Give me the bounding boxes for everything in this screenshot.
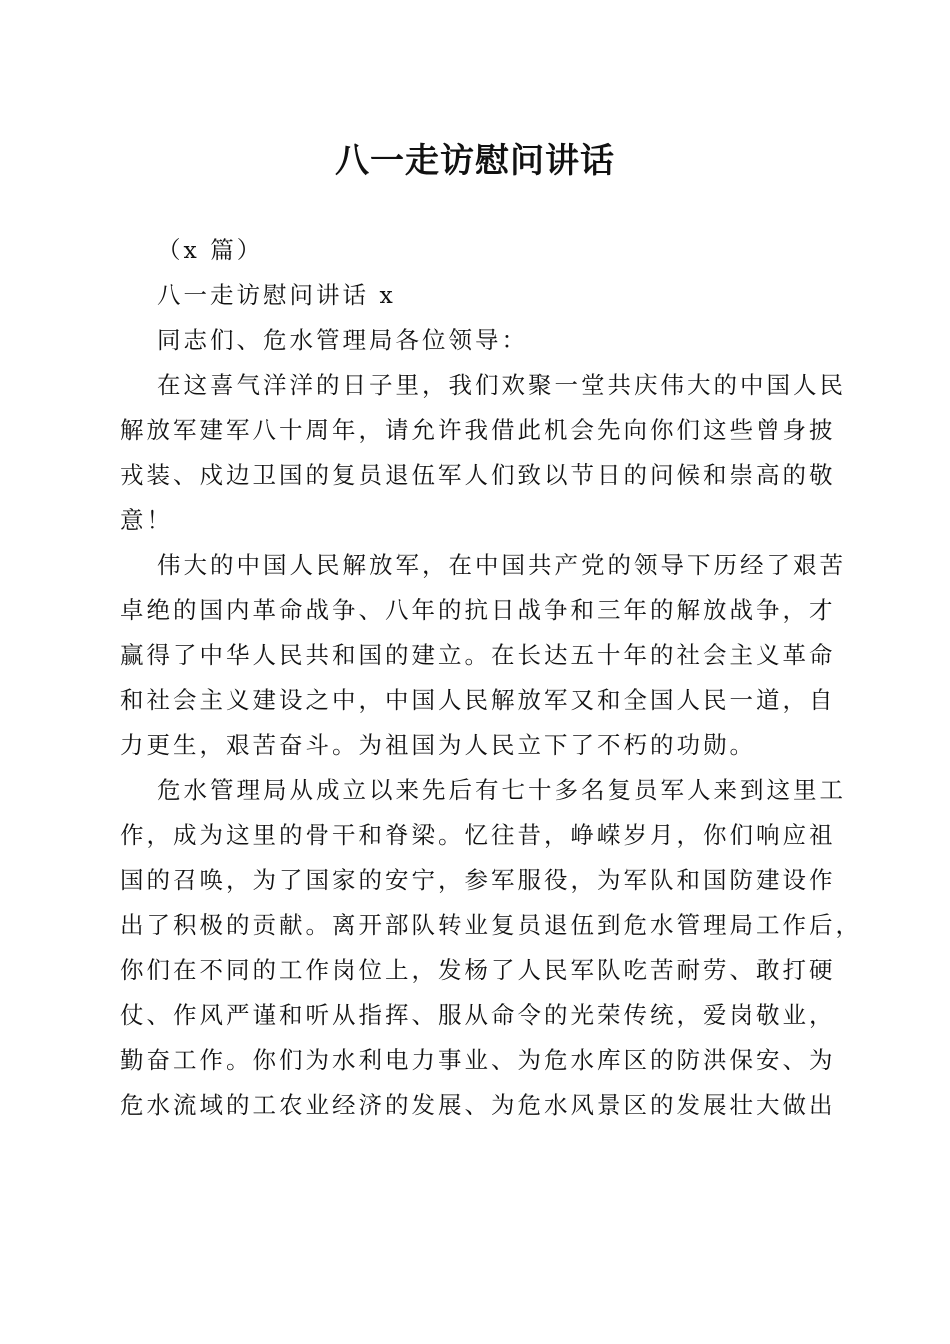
paragraph-subtitle bbox=[120, 273, 832, 318]
text-line: 戎装、戍边卫国的复员退伍军人们致以节日的问候和崇高的敬 bbox=[120, 461, 836, 489]
text-line: 勤奋工作。你们为水利电力事业、为危水库区的防洪保安、为 bbox=[120, 1046, 836, 1074]
text-line: 国的召唤，为了国家的安宁，参军服役，为军队和国防建设作 bbox=[120, 866, 836, 894]
text-line: 伟大的中国人民解放军，在中国共产党的领导下历经了艰苦 bbox=[157, 551, 846, 579]
text-line: 卓绝的国内革命战争、八年的抗日战争和三年的解放战争，才 bbox=[120, 596, 836, 624]
text-line: 作，成为这里的骨干和脊梁。忆往昔，峥嵘岁月，你们响应祖 bbox=[120, 821, 836, 849]
text-line: 和社会主义建设之中，中国人民解放军又和全国人民一道，自 bbox=[120, 686, 836, 714]
text-line: 危水管理局从成立以来先后有七十多名复员军人来到这里工 bbox=[157, 776, 846, 804]
text-line: 解放军建军八十周年，请允许我借此机会先向你们这些曾身披 bbox=[120, 416, 836, 444]
text-line: 力更生，艰苦奋斗。为祖国为人民立下了不朽的功勋。 bbox=[120, 731, 756, 759]
paragraph-salutation bbox=[120, 318, 832, 363]
document-body bbox=[120, 228, 862, 1128]
text-line: 赢得了中华人民共和国的建立。在长达五十年的社会主义革命 bbox=[120, 641, 836, 669]
text-line: 你们在不同的工作岗位上，发杨了人民军队吃苦耐劳、敢打硬 bbox=[120, 956, 836, 984]
text-line: 意！ bbox=[120, 506, 173, 534]
text-line: 出了积极的贡献。离开部队转业复员退伍到危水管理局工作后， bbox=[120, 911, 862, 939]
text-line: 在这喜气洋洋的日子里，我们欢聚一堂共庆伟大的中国人民 bbox=[157, 371, 846, 399]
paragraph-greeting bbox=[120, 363, 846, 543]
text-line: 同志们、危水管理局各位领导： bbox=[157, 326, 528, 354]
document-title: 八一走访慰问讲话 bbox=[335, 141, 615, 181]
paragraph-veterans bbox=[120, 768, 862, 1128]
paragraph-count-note bbox=[120, 228, 832, 273]
text-line: 仗、作风严谨和听从指挥、服从命令的光荣传统，爱岗敬业， bbox=[120, 1001, 836, 1029]
text-line: 危水流域的工农业经济的发展、为危水风景区的发展壮大做出 bbox=[120, 1091, 836, 1119]
paragraph-history bbox=[120, 543, 846, 768]
text-line: 八一走访慰问讲话 x bbox=[157, 281, 396, 309]
text-line: （x 篇） bbox=[157, 236, 264, 264]
